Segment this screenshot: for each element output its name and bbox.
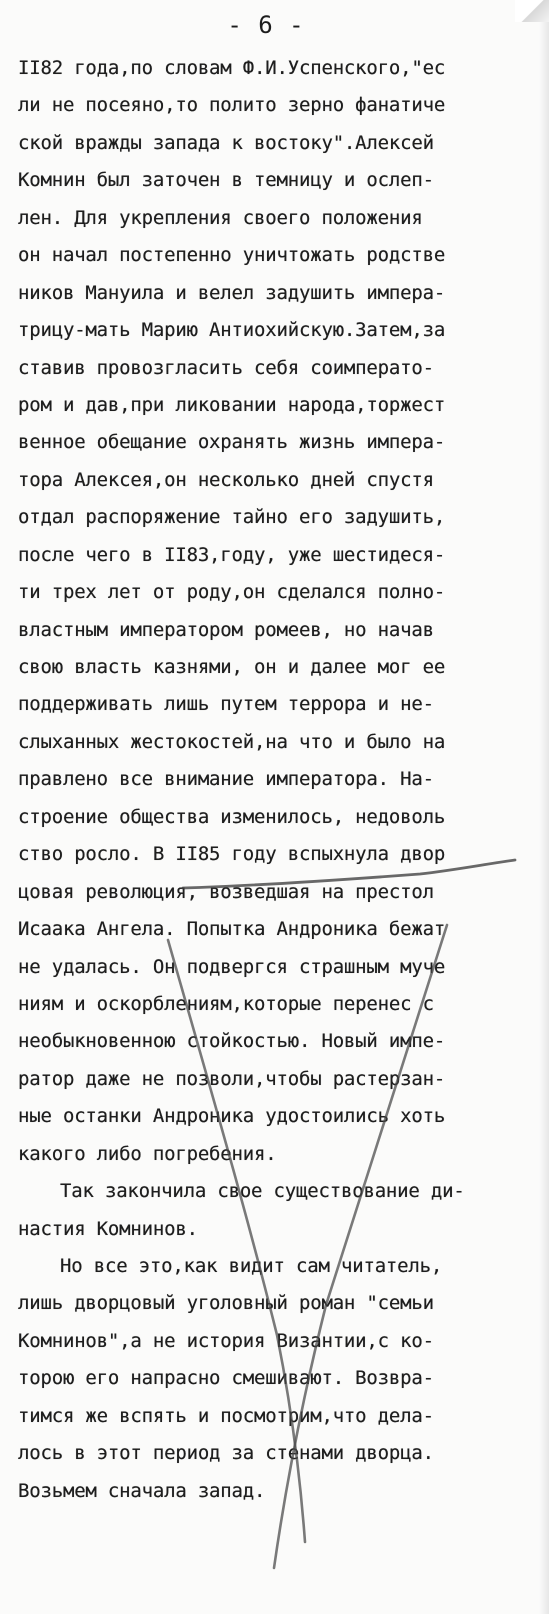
text-line: слыханных жестокостей,на что и было на xyxy=(18,730,446,753)
text-line: ников Мануила и велел задушить импера- xyxy=(18,281,446,304)
text-line: лось в этот период за стенами дворца. xyxy=(18,1442,434,1465)
page-edge-shadow xyxy=(539,0,549,1614)
text-line: после чего в II83,году, уже шестидеся- xyxy=(18,543,446,566)
page-number: - 6 - xyxy=(227,11,305,39)
text-line: Исаака Ангела. Попытка Андроника бежат xyxy=(18,918,446,941)
text-line: властным императором ромеев, но начав xyxy=(18,618,434,641)
text-line: ратор даже не позволи,чтобы растерзан- xyxy=(18,1067,446,1090)
typewritten-text xyxy=(18,50,538,1510)
text-line: венное обещание охранять жизнь импера- xyxy=(18,431,446,454)
text-line: ром и дав,при ликовании народа,торжест xyxy=(18,393,446,416)
paragraph-first-line: Но все это,как видит сам читатель, xyxy=(60,1255,443,1277)
text-line: лишь дворцовый уголовный роман "семьи xyxy=(18,1292,434,1315)
text-line: Комнинов",а не история Византии,с ко- xyxy=(18,1329,434,1352)
text-line: ли не посеяно,то полито зерно фанатиче xyxy=(18,94,446,117)
text-line: Возьмем сначала запад. xyxy=(18,1479,266,1502)
text-line: II82 года,по словам Ф.И.Успенского,"ес xyxy=(18,57,446,79)
text-line: ставив провозгласить себя соимперато- xyxy=(18,356,434,379)
text-line: не удалась. Он подвергся страшным муче xyxy=(18,955,446,978)
text-line: строение общества изменилось, недоволь xyxy=(18,805,446,828)
text-line: лен. Для укрепления своего положения xyxy=(18,206,423,229)
text-line: правлено все внимание императора. На- xyxy=(18,768,434,791)
text-line: торою его напрасно смешивают. Возвра- xyxy=(18,1367,434,1390)
text-line: ство росло. В II85 году вспыхнула двор xyxy=(18,843,446,866)
text-line: тимся же вспять и посмотрим,что дела- xyxy=(18,1404,434,1427)
text-line: ти трех лет от роду,он сделался полно- xyxy=(18,581,446,604)
text-line: какого либо погребения. xyxy=(18,1142,277,1165)
text-line: ные останки Андроника удостоились хоть xyxy=(18,1105,446,1128)
text-line: настия Комнинов. xyxy=(18,1217,198,1240)
paragraph-first-line: Так закончила свое существование ди- xyxy=(60,1180,465,1203)
text-line: отдал распоряжение тайно его задушить, xyxy=(18,506,446,529)
text-line: он начал постепенно уничтожать родстве xyxy=(18,244,446,267)
text-line: поддерживать лишь путем террора и не- xyxy=(18,693,434,716)
text-line: ниям и оскорблениям,которые перенес с xyxy=(18,992,434,1015)
text-line: цовая революция, возведшая на престол xyxy=(18,880,434,903)
text-line: необыкновенною стойкостью. Новый импе- xyxy=(18,1030,446,1053)
text-line: тора Алексея,он несколько дней спустя xyxy=(18,468,434,491)
text-line: ской вражды запада к востоку".Алексей xyxy=(18,131,434,154)
text-line: Комнин был заточен в темницу и ослеп- xyxy=(18,169,434,192)
text-line: свою власть казнями, он и далее мог ее xyxy=(18,656,446,678)
text-line: трицу-мать Марию Антиохийскую.Затем,за xyxy=(18,319,446,342)
folded-page-corner xyxy=(515,0,549,22)
